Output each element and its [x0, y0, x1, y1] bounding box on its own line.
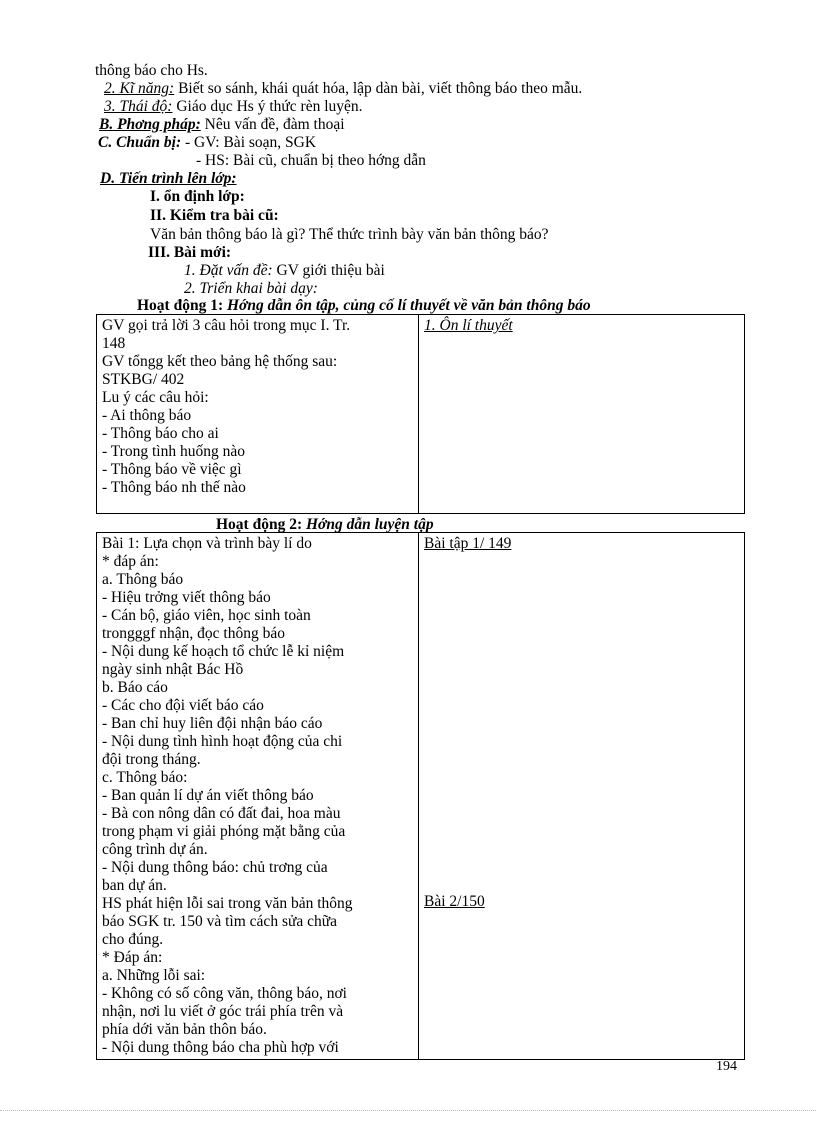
activity2-table [96, 532, 745, 1060]
intro-text: thông báo cho Hs. [95, 62, 208, 79]
activity2-line: a. Thông báo [102, 571, 184, 588]
activity2-line: ban dự án. [102, 877, 167, 894]
activity2-line: - Nội dung kế hoạch tổ chức lễ kỉ niệm [102, 643, 345, 660]
activity2-line: * Đáp án: [102, 949, 163, 966]
activity2-line: - Nội dung thông báo cha phù hợp với [102, 1039, 339, 1056]
activity2-line: trong phạm vi giải phóng mặt bằng của [102, 823, 346, 840]
activity2-left-cell [97, 533, 419, 1060]
activity2-right-label-1: Bài tập 1/ 149 [424, 535, 512, 552]
activity1-row [97, 315, 745, 514]
activity2-line: HS phát hiện lỗi sai trong văn bản thông [102, 895, 353, 912]
prep-hs-line [196, 152, 426, 170]
activity1-line: - Thông báo về việc gì [102, 461, 242, 478]
activity2-line: - Các cho đội viết báo cáo [102, 697, 264, 714]
sub1-label: 1. Đặt vấn đề: [184, 262, 273, 279]
intro-line [95, 62, 208, 80]
skill-text: Biết so sánh, khái quát hóa, lập dàn bài, viết thông báo theo mẫu. [174, 80, 583, 97]
activity1-title-italic: Hớng dẫn ôn tập, củng cố lí thuyết về văn bản thông báo [227, 297, 591, 314]
method-label: B. Phơng pháp: [99, 116, 201, 133]
attitude-text: Giáo dục Hs ý thức rèn luyện. [172, 98, 363, 115]
activity2-line: công trình dự án. [102, 841, 208, 858]
activity2-line: a. Những lỗi sai: [102, 967, 206, 984]
step3-text: III. Bài mới: [148, 244, 232, 261]
activity2-line: - Không có số công văn, thông báo, nơi [102, 985, 347, 1002]
activity1-line: Lu ý các câu hỏi: [102, 389, 209, 406]
activity1-right-cell [419, 315, 745, 514]
activity2-line: - Hiệu trởng viết thông báo [102, 589, 271, 606]
activity2-line: trongggf nhận, đọc thông báo [102, 625, 285, 642]
prep-gv: - GV: Bài soạn, SGK [181, 134, 317, 151]
activity2-line: - Bà con nông dân có đất đai, hoa màu [102, 805, 341, 822]
activity2-line: c. Thông báo: [102, 769, 188, 786]
activity2-line: - Nội dung thông báo: chủ trơng của [102, 859, 328, 876]
prep-label: C. Chuẩn bị: [98, 134, 182, 151]
activity2-line: - Ban chỉ huy liên đội nhận báo cáo [102, 715, 323, 732]
activity1-line: - Thông báo cho ai [102, 425, 219, 442]
sub1-text: GV giới thiệu bài [272, 262, 385, 279]
attitude-label: 3. Thái độ: [104, 98, 173, 115]
sub2-text: 2. Triển khai bài dạy: [184, 280, 318, 297]
page-number-text: 194 [716, 1059, 737, 1074]
activity2-line: - Nội dung tình hình hoạt động của chi [102, 733, 343, 750]
activity2-line: b. Báo cáo [102, 679, 168, 696]
prep-line [98, 134, 316, 152]
activity1-left-cell [97, 315, 419, 514]
method-text: Nêu vấn đề, đàm thoại [200, 116, 345, 133]
activity2-line: - Ban quản lí dự án viết thông báo [102, 787, 314, 804]
activity2-title-prefix: Hoạt động 2: [216, 516, 306, 533]
step2-text: II. Kiểm tra bài cũ: [150, 207, 279, 224]
activity2-line: * đáp án: [102, 553, 159, 570]
attitude-line [104, 98, 363, 116]
activity2-row [97, 533, 745, 1060]
activity2-line: - Cán bộ, giáo viên, học sinh toàn [102, 607, 311, 624]
activity1-line: 148 [102, 335, 126, 352]
activity1-title [137, 297, 591, 315]
step1-text: I. ổn định lớp: [150, 188, 245, 205]
prep-hs: - HS: Bài cũ, chuẩn bị theo hớng dẫn [196, 152, 426, 169]
page-number [716, 1058, 737, 1076]
step1-line [150, 188, 245, 206]
step3-line [148, 244, 231, 262]
activity1-line: - Ai thông báo [102, 407, 192, 424]
page-footer-divider [0, 1110, 816, 1111]
activity2-line: báo SGK tr. 150 và tìm cách sửa chữa [102, 913, 338, 930]
sub1-line [184, 262, 385, 280]
activity1-line: STKBG/ 402 [102, 371, 185, 388]
activity2-line: Bài 1: Lựa chọn và trình bày lí do [102, 535, 312, 552]
process-line [100, 170, 237, 188]
activity2-line: nhận, nơi lu viết ở góc trái phía trên và [102, 1003, 344, 1020]
activity2-line: cho đúng. [102, 931, 164, 948]
activity1-table [96, 314, 745, 514]
activity2-right-label-2: Bài 2/150 [424, 893, 485, 910]
activity1-title-prefix: Hoạt động 1: [137, 297, 227, 314]
activity1-line: - Thông báo nh thế nào [102, 479, 246, 496]
step2-question: Văn bản thông báo là gì? Thể thức trình bày văn bản thông báo? [150, 226, 549, 243]
activity2-title-italic: Hớng dẫn luyện tập [306, 516, 434, 533]
activity1-line: - Trong tình huống nào [102, 443, 245, 460]
step2-line [150, 207, 279, 225]
activity1-line: GV tổngg kết theo bảng hệ thống sau: [102, 353, 338, 370]
method-line [99, 116, 345, 134]
activity2-right-cell [419, 533, 745, 1060]
activity2-line: đội trong tháng. [102, 751, 201, 768]
activity2-line: ngày sinh nhật Bác Hồ [102, 661, 244, 678]
process-label: D. Tiến trình lên lớp: [100, 170, 237, 187]
skill-line [104, 80, 582, 98]
step2-question-line [150, 226, 549, 244]
skill-label: 2. Kĩ năng: [104, 80, 175, 97]
activity2-line: phía dới văn bản thôn báo. [102, 1021, 267, 1038]
activity1-line: GV gọi trả lời 3 câu hỏi trong mục I. Tr. [102, 317, 351, 334]
activity1-right-label: 1. Ôn lí thuyết [424, 317, 513, 334]
sub2-line [184, 280, 318, 298]
